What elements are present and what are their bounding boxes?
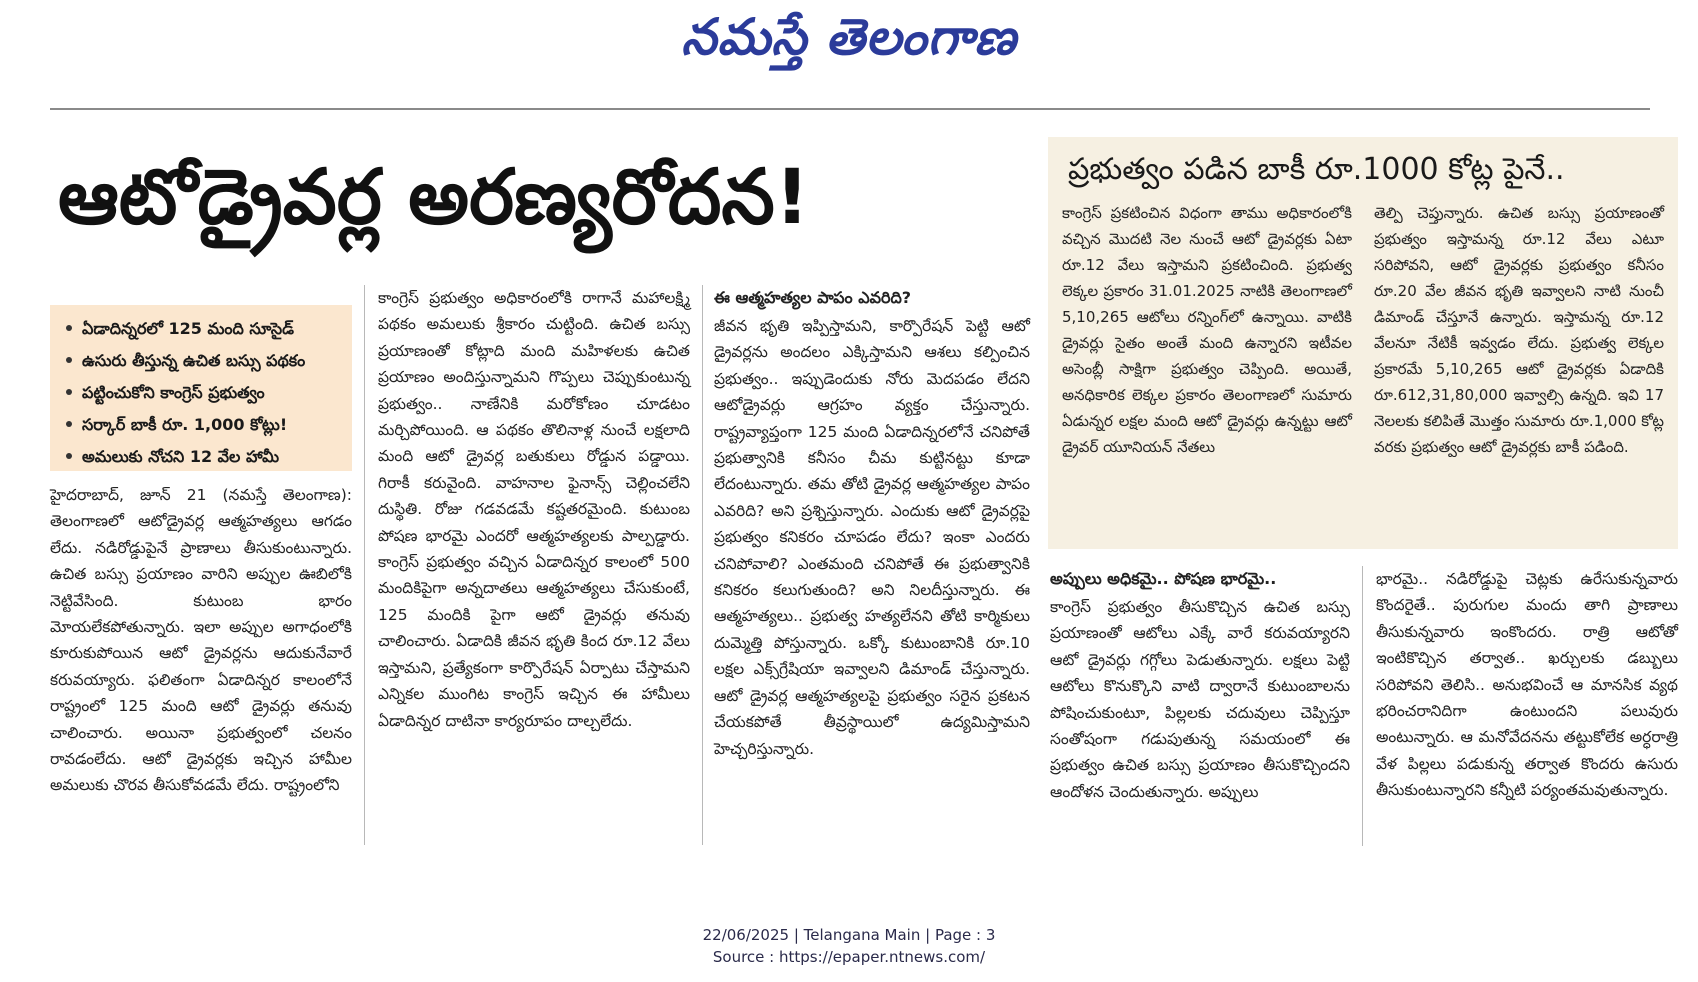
sidebar-column-1: కాంగ్రెస్ ప్రకటించిన విధంగా తాము అధికారంలోకి వచ్చిన మొదటి నెల నుంచే ఆటో డ్రైవర్లకు ఏటా రూ.12 వేలు ఇస్తామని ప్రకటించింది. ప్రభుత్వ లెక్కల ప్రకారం 31.01.2025 నాటికి తెలంగాణలో 5,10,265 ఆటోలు రన్నింగ్‌లో ఉన్నాయి. వాటికి డ్రైవర్లు సైతం అంతే మంది ఉన్నారని ఇటీవల అసెంబ్లీ సాక్షిగా ప్రభుత్వం చెప్పింది. అయితే, అనధికారిక లెక్కల ప్రకారం తెలంగాణలో సుమారు ఏడున్నర లక్షల మంది ఆటో డ్రైవర్లు ఉన్నట్టు ఆటో డ్రైవర్ యూనియన్ నేతలు bbox=[1062, 204, 1352, 456]
sidebar-column-2: తెల్పి చెప్తున్నారు. ఉచిత బస్సు ప్రయాణంతో ప్రభుత్వం ఇస్తామన్న రూ.12 వేలు ఎటూ సరిపోవని, ఆటో డ్రైవర్లకు ప్రభుత్వం కనీసం రూ.20 వేల జీవన భృతి ఇవ్వాలని నాటి నుంచీ డిమాండ్ చేస్తూనే ఉన్నారు. ఇస్తామన్న రూ.12 వేలనూ నేటికీ ఇవ్వడం లేదు. ప్రభుత్వ లెక్కల ప్రకారమే 5,10,265 ఆటో డ్రైవర్లకు ఏడాదికి రూ.612,31,80,000 ఇవ్వాల్సి ఉన్నది. ఇవి 17 నెలలకు కలిపితే మొత్తం సుమారు రూ.1,000 కోట్ల వరకు ప్రభుత్వం ఆటో డ్రైవర్లకు బాకీ పడింది. bbox=[1374, 204, 1664, 456]
subheading-debts: అప్పులు అధికమై.. పోషణ భారమై.. bbox=[1050, 569, 1277, 588]
article-column-1: హైదరాబాద్, జూన్ 21 (నమస్తే తెలంగాణ): తెలంగాణలో ఆటోడ్రైవర్ల ఆత్మహత్యలు ఆగడం లేదు. నడిరోడ్డుపైనే ప్రాణాలు తీసుకుంటున్నారు. ఉచిత బస్సు ప్రయాణం వారిని అప్పుల ఊబిలోకి నెట్టివేసింది. కుటుంబ భారం మోయలేకపోతున్నారు. ఇలా అప్పుల అగాధంలోకి కూరుకుపోయిన ఆటో డ్రైవర్లను ఆదుకునేవారే కరువయ్యారు. ఫలితంగా ఏడాదిన్నర కాలంలోనే రాష్ట్రంలో 125 మంది ఆటో డ్రైవర్లు తనువు చాలించారు. అయినా ప్రభుత్వంలో చలనం రావడంలేదు. ఆటో డ్రైవర్లకు ఇచ్చిన హామీల అమలుకు చొరవ తీసుకోవడమే లేదు. రాష్ట్రంలోని bbox=[50, 486, 352, 795]
subheading-suicides: ఈ ఆత్మహత్యల పాపం ఎవరిది? bbox=[714, 288, 912, 307]
sidebar-title: ప్రభుత్వం పడిన బాకీ రూ.1000 కోట్ల పైనే.. bbox=[1068, 152, 1565, 187]
article-column-4: అప్పులు అధికమై.. పోషణ భారమై.. కాంగ్రెస్ ప్రభుత్వం తీసుకొచ్చిన ఉచిత బస్సు ప్రయాణంతో ఆటోలు ఎక్కే వారే కరువయ్యారని ఆటో డ్రైవర్లు గగ్గోలు పెడుతున్నారు. లక్షలు పెట్టి ఆటోలు కొనుక్కొని వాటి ద్వారానే కుటుంబాలను పోషించుకుంటూ, పిల్లలకు చదువులు చెప్పిస్తూ సంతోషంగా గడుపుతున్న సమయంలో ఈ ప్రభుత్వం ఉచిత బస్సు ప్రయాణం తీసుకొచ్చిందని ఆందోళన చెందుతున్నారు. అప్పులు bbox=[1050, 566, 1350, 805]
highlight-item: ఉసురు తీస్తున్న ఉచిత బస్సు పథకం bbox=[60, 345, 346, 377]
footer-date-edition: 22/06/2025 | Telangana Main | Page : 3 bbox=[702, 926, 996, 944]
masthead-divider bbox=[50, 108, 1650, 110]
page-footer bbox=[0, 924, 1698, 968]
highlight-item: సర్కార్ బాకీ రూ. 1,000 కోట్లు! bbox=[60, 409, 346, 441]
column-divider bbox=[1362, 566, 1363, 846]
article-column-5: భారమై.. నడిరోడ్డుపై చెట్లకు ఉరేసుకున్నవారు కొందరైతే.. పురుగుల మందు తాగి ప్రాణాలు తీసుకున్నవారు ఇంకొందరు. రాత్రి ఆటోతో ఇంటికొచ్చిన తర్వాత.. ఖర్చులకు డబ్బులు సరిపోవని తెలిసి.. అనుభవించే ఆ మానసిక వ్యథ భరించరానిదిగా ఉంటుందని పలువురు అంటున్నారు. ఆ మనోవేదనను తట్టుకోలేక అర్ధరాత్రి వేళ పిల్లలు పడుకున్న తర్వాత కొందరు ఉసురు తీసుకుంటున్నారని కన్నీటి పర్యంతమవుతున్నారు. bbox=[1376, 570, 1678, 800]
article-column-3: ఈ ఆత్మహత్యల పాపం ఎవరిది? జీవన భృతి ఇప్పిస్తామని, కార్పొరేషన్ పెట్టి ఆటో డ్రైవర్లను అందలం ఎక్కిస్తామని ఆశలు కల్పించిన ప్రభుత్వం.. ఇప్పుడెందుకు నోరు మెదపడం లేదని ఆటోడ్రైవర్లు ఆగ్రహం వ్యక్తం చేస్తున్నారు. రాష్ట్రవ్యాప్తంగా 125 మంది ఏడాదిన్నరలోనే చనిపోతే ప్రభుత్వానికి కనీసం చీమ కుట్టినట్టు కూడా లేదంటున్నారు. తమ తోటి డ్రైవర్ల ఆత్మహత్యల పాపం ఎవరిది? అని ప్రశ్నిస్తున్నారు. ఎందుకు ఆటో డ్రైవర్లపై ప్రభుత్వం కనికరం చూపడం లేదు? ఇంకా ఎందరు చనిపోవాలి? ఎంతమంది చనిపోతే ఈ ప్రభుత్వానికి కనికరం కలుగుతుంది? అని నిలదీస్తున్నారు. ఈ ఆత్మహత్యలు.. ప్రభుత్వ హత్యలేనని తోటి కార్మికులు దుమ్మెత్తి పోస్తున్నారు. ఒక్కో కుటుంబానికి రూ.10 లక్షల ఎక్స్‌గ్రేషియా ఇవ్వాలని డిమాండ్ చేస్తున్నారు. ఆటో డ్రైవర్ల ఆత్మహత్యలపై ప్రభుత్వం సరైన ప్రకటన చేయకపోతే తీవ్రస్థాయిలో ఉద్యమిస్తామని హెచ్చరిస్తున్నారు. bbox=[714, 285, 1030, 762]
footer-source: Source : https://epaper.ntnews.com/ bbox=[712, 948, 986, 966]
bullet-icon bbox=[66, 453, 72, 459]
masthead-logo: నమస్తే తెలంగాణ bbox=[681, 8, 1017, 66]
article-headline: ఆటోడ్రైవర్ల అరణ్యరోదన! bbox=[58, 152, 810, 241]
bullet-icon bbox=[66, 325, 72, 331]
highlights-box bbox=[50, 305, 352, 471]
column-divider bbox=[364, 285, 365, 845]
highlight-item: పట్టించుకోని కాంగ్రెస్ ప్రభుత్వం bbox=[60, 377, 346, 409]
article-column-2: కాంగ్రెస్ ప్రభుత్వం అధికారంలోకి రాగానే మహాలక్ష్మి పథకం అమలుకు శ్రీకారం చుట్టింది. ఉచిత బస్సు ప్రయాణంతో కోట్లాది మంది మహిళలకు ఉచిత ప్రయాణం అందిస్తున్నామని గొప్పలు చెప్పుకుంటున్న ప్రభుత్వం.. నాణేనికి మరోకోణం చూడటం మర్చిపోయింది. ఆ పథకం తొలినాళ్ల నుంచే లక్షలాది మంది ఆటో డ్రైవర్ల బతుకులు రోడ్డున పడ్డాయి. గిరాకీ కరువైంది. వాహనాల ఫైనాన్స్ చెల్లించలేని దుస్థితి. రోజు గడవడమే కష్టతరమైంది. కుటుంబ పోషణ భారమై ఎందరో ఆత్మహత్యలకు పాల్పడ్డారు. కాంగ్రెస్ ప్రభుత్వం వచ్చిన ఏడాదిన్నర కాలంలో 500 మందికిపైగా అన్నదాతలు ఆత్మహత్యలు చేసుకుంటే, 125 మందికి పైగా ఆటో డ్రైవర్లు తనువు చాలించారు. ఏడాదికి జీవన భృతి కింద రూ.12 వేలు ఇస్తామని, ప్రత్యేకంగా కార్పొరేషన్ ఏర్పాటు చేస్తామని ఎన్నికల ముంగిట కాంగ్రెస్ ఇచ్చిన ఈ హామీలు ఏడాదిన్నర దాటినా కార్యరూపం దాల్చలేదు. bbox=[378, 289, 690, 730]
bullet-icon bbox=[66, 357, 72, 363]
bullet-icon bbox=[66, 421, 72, 427]
column-divider bbox=[702, 285, 703, 845]
highlight-item: అమలుకు నోచని 12 వేల హామీ bbox=[60, 441, 346, 473]
bullet-icon bbox=[66, 389, 72, 395]
highlight-item: ఏడాదిన్నరలో 125 మంది సూసైడ్ bbox=[60, 313, 346, 345]
